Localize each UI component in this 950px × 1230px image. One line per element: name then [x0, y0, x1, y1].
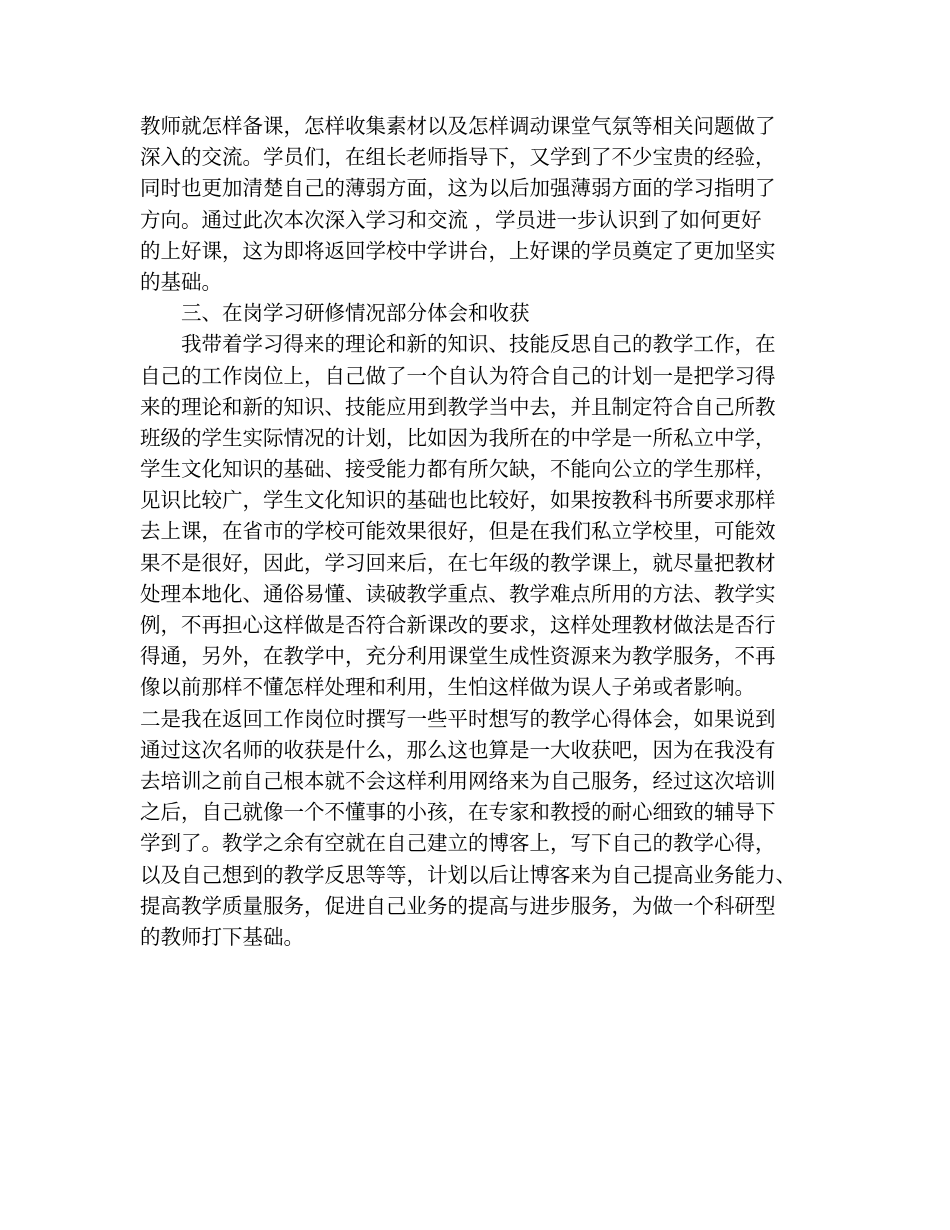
section-heading: 三、在岗学习研修情况部分体会和收获: [181, 301, 530, 326]
text-line: 之后，自己就像一个不懂事的小孩，在专家和教授的耐心细致的辅导下: [140, 800, 776, 825]
text-line: 像以前那样不懂怎样处理和利用，生怕这样做为误人子弟或者影响。: [140, 675, 755, 700]
text-line: 例，不再担心这样做是否符合新课改的要求，这样处理教材做法是否行: [140, 613, 776, 637]
text-line: 得通，另外，在教学中，充分利用课堂生成性资源来为教学服务，不再: [140, 644, 776, 669]
text-line: 见识比较广，学生文化知识的基础也比较好，如果按教科书所要求那样: [140, 488, 776, 513]
document-body: [140, 111, 830, 953]
text-line: 二是我在返回工作岗位时撰写一些平时想写的教学心得体会，如果说到: [140, 706, 776, 731]
text-line: 以及自己想到的教学反思等等，计划以后让博客来为自己提高业务能力、: [140, 862, 796, 887]
text-line: 自己的工作岗位上，自己做了一个自认为符合自己的计划一是把学习得: [140, 363, 776, 388]
text-line: 去培训之前自己根本就不会这样利用网络来为自己服务，经过这次培训: [140, 768, 776, 793]
text-line: 同时也更加清楚自己的薄弱方面，这为以后加强薄弱方面的学习指明了: [140, 176, 776, 201]
text-line: 的基础。: [140, 269, 222, 294]
text-line: 的教师打下基础。: [140, 924, 304, 949]
text-line: 教师就怎样备课，怎样收集素材以及怎样调动课堂气氛等相关问题做了: [140, 114, 776, 138]
text-line: 来的理论和新的知识、技能应用到教学当中去，并且制定符合自己所教: [140, 394, 776, 419]
text-line: 处理本地化、通俗易懂、读破教学重点、教学难点所用的方法、教学实: [140, 581, 776, 606]
text-line: 学到了。教学之余有空就在自己建立的博客上，写下自己的教学心得，: [140, 831, 776, 856]
text-line: 深入的交流。学员们，在组长老师指导下，又学到了不少宝贵的经验，: [140, 145, 776, 170]
text-line: 果不是很好，因此，学习回来后，在七年级的教学课上，就尽量把教材: [140, 550, 776, 575]
text-line: 提高教学质量服务，促进自己业务的提高与进步服务，为做一个科研型: [140, 893, 776, 918]
text-line: 通过这次名师的收获是什么，那么这也算是一大收获吧，因为在我没有: [140, 737, 776, 762]
text-line: 学生文化知识的基础、接受能力都有所欠缺，不能向公立的学生那样，: [140, 457, 776, 482]
text-line: 去上课，在省市的学校可能效果很好，但是在我们私立学校里，可能效: [140, 519, 776, 544]
text-line: 我带着学习得来的理论和新的知识、技能反思自己的教学工作，在: [181, 332, 776, 357]
text-line: 的上好课，这为即将返回学校中学讲台，上好课的学员奠定了更加坚实: [140, 238, 776, 263]
text-line: 方向。通过此次本次深入学习和交流 ，学员进一步认识到了如何更好: [140, 207, 762, 232]
text-line: 班级的学生实际情况的计划，比如因为我所在的中学是一所私立中学，: [140, 425, 776, 450]
